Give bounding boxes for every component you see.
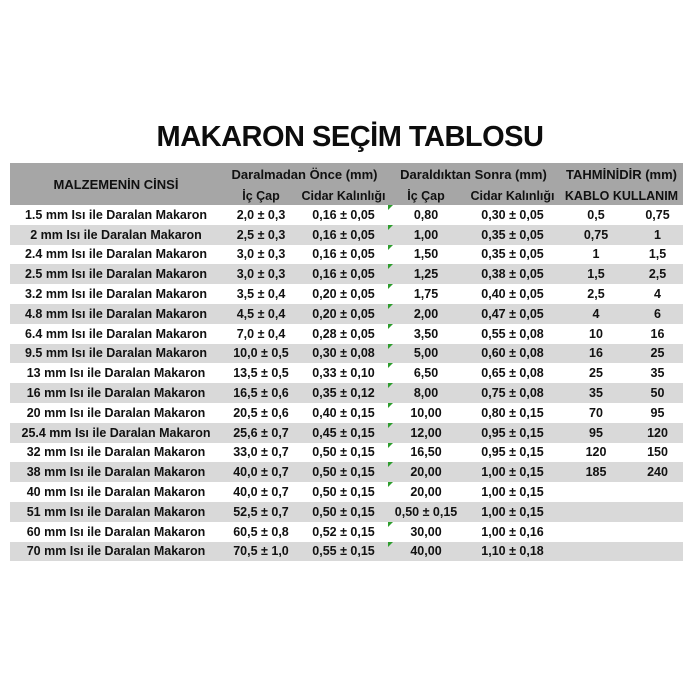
page-title: MAKARON SEÇİM TABLOSU (156, 121, 544, 153)
value-cell: 0,20 ± 0,05 (312, 306, 375, 321)
value-cell: 0,60 ± 0,08 (481, 346, 544, 361)
makaron-selection-table (10, 163, 683, 561)
table-row (10, 522, 683, 542)
table-row (10, 383, 683, 403)
table-row (10, 423, 683, 443)
material-name-cell: 13 mm Isı ile Daralan Makaron (26, 366, 206, 381)
material-name-cell: 16 mm Isı ile Daralan Makaron (26, 386, 206, 401)
value-cell: 0,35 ± 0,12 (312, 386, 375, 401)
value-cell: 0,95 ± 0,15 (481, 425, 544, 440)
value-cell: 1,00 ± 0,16 (481, 524, 544, 539)
excel-error-triangle-icon (388, 344, 393, 349)
subheader-kablo-kullanim: KABLO KULLANIM (560, 186, 683, 205)
excel-error-triangle-icon (388, 264, 393, 269)
value-cell: 150 (647, 445, 668, 460)
value-cell: 16 (589, 346, 603, 361)
value-cell: 0,80 ± 0,15 (481, 405, 544, 420)
value-cell: 5,00 (387, 344, 465, 364)
material-name-cell: 9.5 mm Isı ile Daralan Makaron (24, 346, 208, 361)
excel-error-triangle-icon (388, 542, 393, 547)
header-tahminidir: TAHMİNİDİR (mm) (560, 163, 683, 186)
material-name-cell: 2 mm Isı ile Daralan Makaron (30, 227, 202, 242)
value-cell: 25 (650, 346, 665, 361)
excel-error-triangle-icon (388, 363, 393, 368)
subheader-cidar-kalinligi-once: Cidar Kalınlığı (300, 186, 387, 205)
table-row (10, 284, 683, 304)
table-row (10, 245, 683, 265)
value-cell: 6,50 (387, 363, 465, 383)
table-row (10, 324, 683, 344)
value-cell: 70,5 ± 1,0 (233, 544, 289, 559)
material-name-cell: 38 mm Isı ile Daralan Makaron (26, 465, 206, 480)
value-cell: 1,00 ± 0,15 (481, 465, 544, 480)
table-row (10, 482, 683, 502)
table-body (10, 205, 683, 561)
material-name-cell: 4.8 mm Isı ile Daralan Makaron (24, 306, 208, 321)
value-cell: 3,0 ± 0,3 (236, 267, 286, 282)
value-cell: 0,33 ± 0,10 (312, 366, 375, 381)
value-cell: 25,6 ± 0,7 (233, 425, 289, 440)
value-cell: 40,0 ± 0,7 (233, 465, 289, 480)
value-cell: 3,5 ± 0,4 (236, 287, 286, 302)
value-cell: 3,50 (387, 324, 465, 344)
excel-error-triangle-icon (388, 522, 393, 527)
value-cell (560, 502, 632, 522)
value-cell: 40,00 (387, 542, 465, 562)
value-cell: 0,30 ± 0,08 (312, 346, 375, 361)
value-cell: 2,0 ± 0,3 (236, 207, 286, 222)
value-cell: 6 (654, 306, 661, 321)
value-cell: 0,47 ± 0,05 (481, 306, 544, 321)
value-cell: 70 (589, 405, 603, 420)
value-cell: 16 (650, 326, 665, 341)
value-cell: 0,16 ± 0,05 (312, 227, 375, 242)
value-cell (632, 482, 683, 502)
value-cell: 240 (647, 465, 668, 480)
value-cell: 52,5 ± 0,7 (233, 504, 289, 519)
value-cell (632, 502, 683, 522)
table-row (10, 542, 683, 562)
value-cell: 10,0 ± 0,5 (233, 346, 289, 361)
value-cell: 2,5 ± 0,3 (236, 227, 286, 242)
value-cell: 185 (585, 465, 607, 480)
subheader-ic-cap-once: İç Çap (222, 186, 300, 205)
excel-error-triangle-icon (388, 324, 393, 329)
value-cell: 35 (589, 386, 603, 401)
header-group-row (10, 163, 683, 186)
value-cell (632, 522, 683, 542)
value-cell: 0,95 ± 0,15 (481, 445, 544, 460)
table-row (10, 225, 683, 245)
value-cell: 120 (585, 445, 607, 460)
value-cell: 0,50 ± 0,15 (312, 445, 375, 460)
value-cell: 10 (589, 326, 603, 341)
material-name-cell: 60 mm Isı ile Daralan Makaron (26, 524, 206, 539)
value-cell: 0,40 ± 0,05 (481, 287, 544, 302)
value-cell: 0,45 ± 0,15 (312, 425, 375, 440)
value-cell: 0,20 ± 0,05 (312, 287, 375, 302)
excel-error-triangle-icon (388, 462, 393, 467)
value-cell: 3,0 ± 0,3 (236, 247, 286, 262)
value-cell: 0,50 ± 0,15 (312, 465, 375, 480)
value-cell: 1,25 (387, 264, 465, 284)
value-cell: 1,75 (387, 284, 465, 304)
value-cell: 2,5 (587, 287, 605, 302)
excel-error-triangle-icon (388, 205, 393, 210)
value-cell: 0,55 ± 0,15 (312, 544, 375, 559)
value-cell: 0,16 ± 0,05 (312, 247, 375, 262)
value-cell: 95 (589, 425, 603, 440)
value-cell: 2,5 (648, 267, 667, 282)
header-daralmadan-once: Daralmadan Önce (mm) (222, 163, 387, 186)
value-cell: 0,75 (645, 207, 670, 222)
value-cell: 0,16 ± 0,05 (312, 267, 375, 282)
material-name-cell: 1.5 mm Isı ile Daralan Makaron (24, 207, 208, 222)
excel-error-triangle-icon (388, 225, 393, 230)
value-cell: 35 (650, 366, 665, 381)
value-cell: 16,5 ± 0,6 (233, 386, 289, 401)
table-header (10, 163, 683, 205)
material-name-cell: 32 mm Isı ile Daralan Makaron (26, 445, 206, 460)
excel-error-triangle-icon (388, 423, 393, 428)
table-row (10, 205, 683, 225)
value-cell: 10,00 (387, 403, 465, 423)
value-cell (632, 542, 683, 562)
value-cell: 0,75 (583, 227, 609, 242)
value-cell: 16,50 (387, 443, 465, 463)
value-cell (560, 542, 632, 562)
table-row (10, 403, 683, 423)
table-row (10, 502, 683, 522)
value-cell: 0,30 ± 0,05 (481, 207, 544, 222)
value-cell: 20,5 ± 0,6 (233, 405, 289, 420)
value-cell: 1,00 ± 0,15 (481, 485, 544, 500)
value-cell: 0,50 ± 0,15 (394, 504, 458, 519)
value-cell: 50 (650, 386, 665, 401)
table-row (10, 304, 683, 324)
excel-error-triangle-icon (388, 304, 393, 309)
value-cell: 60,5 ± 0,8 (233, 524, 289, 539)
table-row (10, 462, 683, 482)
value-cell: 1,00 (387, 225, 465, 245)
value-cell: 25 (589, 366, 603, 381)
value-cell: 4 (592, 306, 600, 321)
value-cell: 0,55 ± 0,08 (481, 326, 544, 341)
value-cell (560, 482, 632, 502)
value-cell: 0,65 ± 0,08 (481, 366, 544, 381)
table-row (10, 443, 683, 463)
material-name-cell: 40 mm Isı ile Daralan Makaron (26, 485, 206, 500)
excel-error-triangle-icon (388, 245, 393, 250)
material-name-cell: 2.4 mm Isı ile Daralan Makaron (24, 247, 208, 262)
value-cell: 0,28 ± 0,05 (312, 326, 375, 341)
value-cell: 13,5 ± 0,5 (233, 366, 289, 381)
header-malzemenin-cinsi: MALZEMENİN CİNSİ (10, 163, 222, 205)
excel-error-triangle-icon (388, 284, 393, 289)
value-cell: 7,0 ± 0,4 (236, 326, 286, 341)
value-cell: 0,5 (587, 207, 605, 222)
value-cell: 33,0 ± 0,7 (233, 445, 289, 460)
value-cell: 95 (650, 405, 665, 420)
value-cell: 0,40 ± 0,15 (312, 405, 375, 420)
value-cell: 12,00 (387, 423, 465, 443)
value-cell: 0,80 (387, 205, 465, 225)
subheader-ic-cap-sonra: İç Çap (387, 186, 465, 205)
value-cell: 120 (647, 425, 668, 440)
value-cell: 1,10 ± 0,18 (481, 544, 544, 559)
header-daraldiktan-sonra: Daraldıktan Sonra (mm) (387, 163, 560, 186)
value-cell: 1,00 ± 0,15 (481, 504, 544, 519)
material-name-cell: 6.4 mm Isı ile Daralan Makaron (24, 326, 208, 341)
value-cell: 0,38 ± 0,05 (481, 267, 544, 282)
excel-error-triangle-icon (388, 443, 393, 448)
value-cell: 1 (592, 247, 600, 262)
value-cell: 1,50 (387, 245, 465, 265)
value-cell: 2,00 (387, 304, 465, 324)
value-cell (560, 522, 632, 542)
value-cell: 40,0 ± 0,7 (233, 485, 289, 500)
value-cell: 30,00 (387, 522, 465, 542)
value-cell: 0,52 ± 0,15 (312, 524, 375, 539)
material-name-cell: 2.5 mm Isı ile Daralan Makaron (24, 267, 208, 282)
value-cell: 1 (654, 227, 661, 242)
material-name-cell: 25.4 mm Isı ile Daralan Makaron (21, 425, 211, 440)
excel-error-triangle-icon (388, 403, 393, 408)
material-name-cell: 51 mm Isı ile Daralan Makaron (26, 504, 206, 519)
material-name-cell: 3.2 mm Isı ile Daralan Makaron (24, 287, 208, 302)
material-name-cell: 20 mm Isı ile Daralan Makaron (26, 405, 206, 420)
excel-error-triangle-icon (388, 482, 393, 487)
table-row (10, 363, 683, 383)
table-row (10, 264, 683, 284)
value-cell: 1,5 (648, 247, 667, 262)
value-cell: 20,00 (387, 462, 465, 482)
value-cell: 0,35 ± 0,05 (481, 247, 544, 262)
material-name-cell: 70 mm Isı ile Daralan Makaron (26, 544, 206, 559)
value-cell: 8,00 (387, 383, 465, 403)
excel-error-triangle-icon (388, 383, 393, 388)
table-row (10, 344, 683, 364)
value-cell: 4 (654, 287, 661, 302)
value-cell: 0,50 ± 0,15 (312, 485, 375, 500)
value-cell: 20,00 (387, 482, 465, 502)
value-cell: 4,5 ± 0,4 (236, 306, 286, 321)
value-cell: 0,16 ± 0,05 (312, 207, 375, 222)
value-cell: 0,35 ± 0,05 (481, 227, 544, 242)
value-cell: 0,50 ± 0,15 (312, 504, 375, 519)
subheader-cidar-kalinligi-sonra: Cidar Kalınlığı (465, 186, 560, 205)
value-cell: 0,75 ± 0,08 (481, 386, 544, 401)
value-cell: 1,5 (587, 267, 605, 282)
